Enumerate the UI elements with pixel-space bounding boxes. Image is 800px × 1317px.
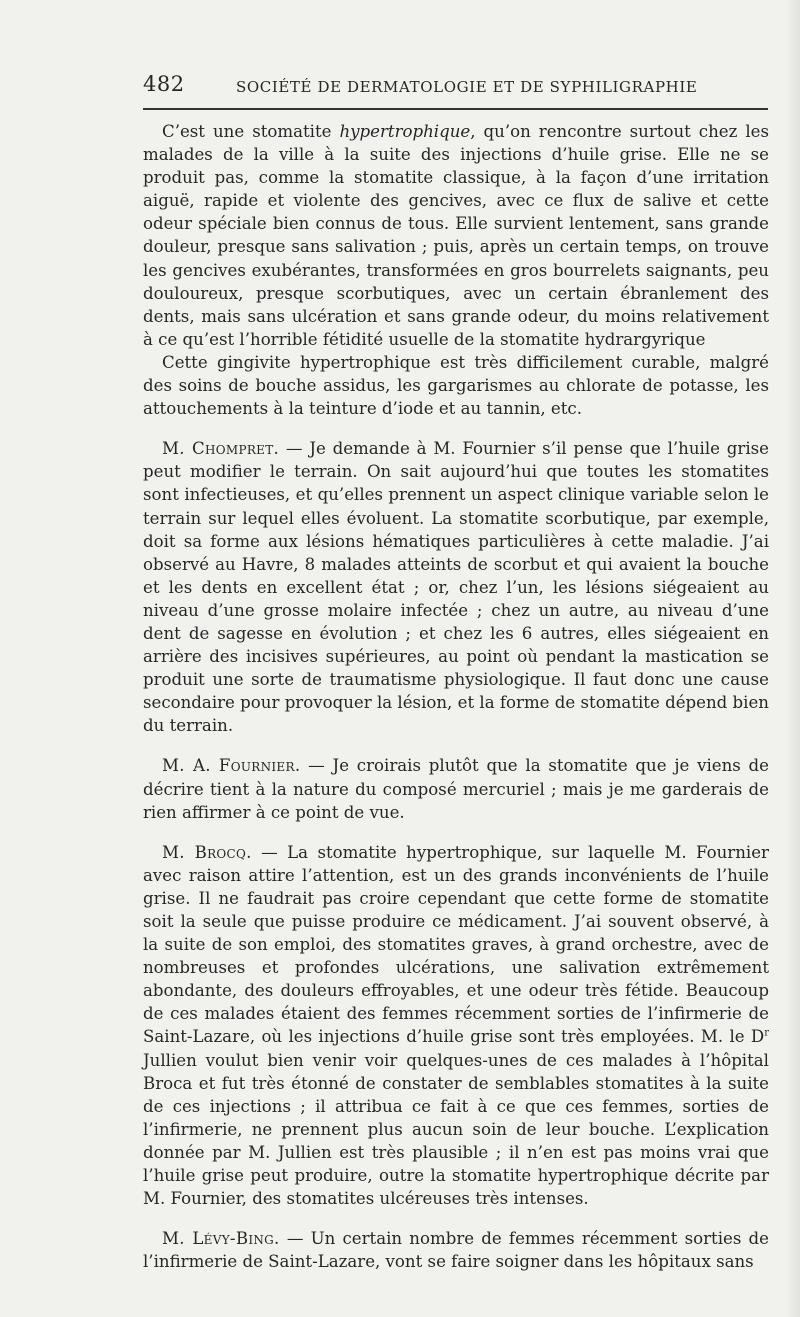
paragraph-text: C’est une stomatite [162, 122, 340, 141]
superscript: r [764, 1027, 769, 1039]
body-text [143, 120, 769, 1273]
paragraph-text: — Un certain nombre de femmes récemment sorties de l’infirmerie de Saint-Lazare, vont se faire soigner dans les hôpitaux sans [143, 1229, 769, 1272]
paragraph-text: , qu’on rencontre surtout chez les malades de la ville à la suite des injections d’huile grise. Elle ne se produit pas, comme la stomatite classique, à la façon d’une irritation aiguë, rapide et violente des gencives, avec ce flux de salive et cette odeur spéciale bien connus de tous. Elle survient lentement, sans grande douleur, presque sans salivation ; puis, après un certain temps, on trouve les gencives exubérantes, transformées en gros bourrelets saignants, peu douloureux, presque scorbutiques, avec un certain ébranlement des dents, mais sans ulcération et sans grande odeur, du moins relativement à ce qu’est l’horrible fétidité usuelle de la stomatite hydrargyrique [143, 122, 769, 349]
paragraph-levy-bing [143, 1227, 769, 1273]
paragraph-hypertrophic-stomatitis [143, 120, 769, 351]
paragraph-brocq [143, 841, 769, 1211]
running-title: SOCIÉTÉ DE DERMATOLOGIE ET DE SYPHILIGRAPHIE [236, 78, 698, 96]
paragraph-text: — La stomatite hypertrophique, sur laquelle M. Fournier avec raison attire l’attention, est un des grands inconvénients de l’huile grise. Il ne faudrait pas croire cependant que cette forme de stomatite soit la seule que puisse produire ce médicament. J’ai souvent observé, à la suite de son emploi, des stomatites graves, à grand orchestre, avec de nombreuses et profondes ulcérations, une salivation extrêmement abondante, des douleurs effroyables, et une odeur très fétide. Beaucoup de ces malades étaient des femmes récemment sorties de l’infirmerie de Saint-Lazare, où les injections d’huile grise sont très employées. M. le D [143, 842, 769, 1047]
speaker-name: M. Brocq. [162, 842, 252, 862]
speaker-name: M. Chompret. [162, 439, 280, 459]
paragraph-text: Jullien voulut bien venir voir quelques-unes de ces malades à l’hôpital Broca et fut très étonné de constater de semblables stomatites à la suite de ces injections ; il attribua ce fait à ce que ces femmes, sorties de l’infirmerie, ne prennent plus aucun soin de leur bouche. L’explication donnée par M. Jullien est très plausible ; il n’en est pas moins vrai que l’huile grise peut produire, outre la stomatite hypertrophique décrite par M. Fournier, des stomatites ulcéreuses très intenses. [143, 1050, 769, 1209]
paragraph-text: — Je croirais plutôt que la stomatite que je viens de décrire tient à la nature du composé mercuriel ; mais je me garderais de rien affirmer à ce point de vue. [143, 756, 769, 822]
paragraph-chompret [143, 437, 769, 737]
page-edge-shadow [786, 0, 800, 1317]
paragraph-text: — Je demande à M. Fournier s’il pense que l’huile grise peut modifier le terrain. On sait aujourd’hui que toutes les stomatites sont infectieuses, et qu’elles prennent un aspect clinique variable selon le terrain sur lequel elles évoluent. La stomatite scorbutique, par exemple, doit sa forme aux lésions hématiques particulières à cette maladie. J’ai observé au Havre, 8 malades atteints de scorbut et qui avaient la bouche et les dents en excellent état ; or, chez l’un, les lésions siégeaient au niveau d’une grosse molaire infectée ; chez un autre, au niveau d’une dent de sagesse en évolution ; et chez les 6 autres, elles siégeaient en arrière des incisives supérieures, au point où pendant la mastication se produit une sorte de traumatisme physiologique. Il faut donc une cause secondaire pour provoquer la lésion, et la forme de stomatite dépend bien du terrain. [143, 439, 769, 736]
paragraph-fournier [143, 754, 769, 823]
speaker-name: M. A. Fournier. [162, 756, 301, 776]
header-rule [143, 108, 768, 110]
page-number: 482 [143, 72, 185, 96]
paragraph-gingivitis: Cette gingivite hypertrophique est très difficilement curable, malgré des soins de bouche assidus, les gargarismes au chlorate de potasse, les attouchements à la teinture d’iode et au tannin, etc. [143, 352, 769, 419]
page-header [143, 72, 768, 100]
speaker-name: M. Lévy-Bing. [162, 1229, 280, 1249]
italic-term: hypertrophique [339, 122, 471, 141]
